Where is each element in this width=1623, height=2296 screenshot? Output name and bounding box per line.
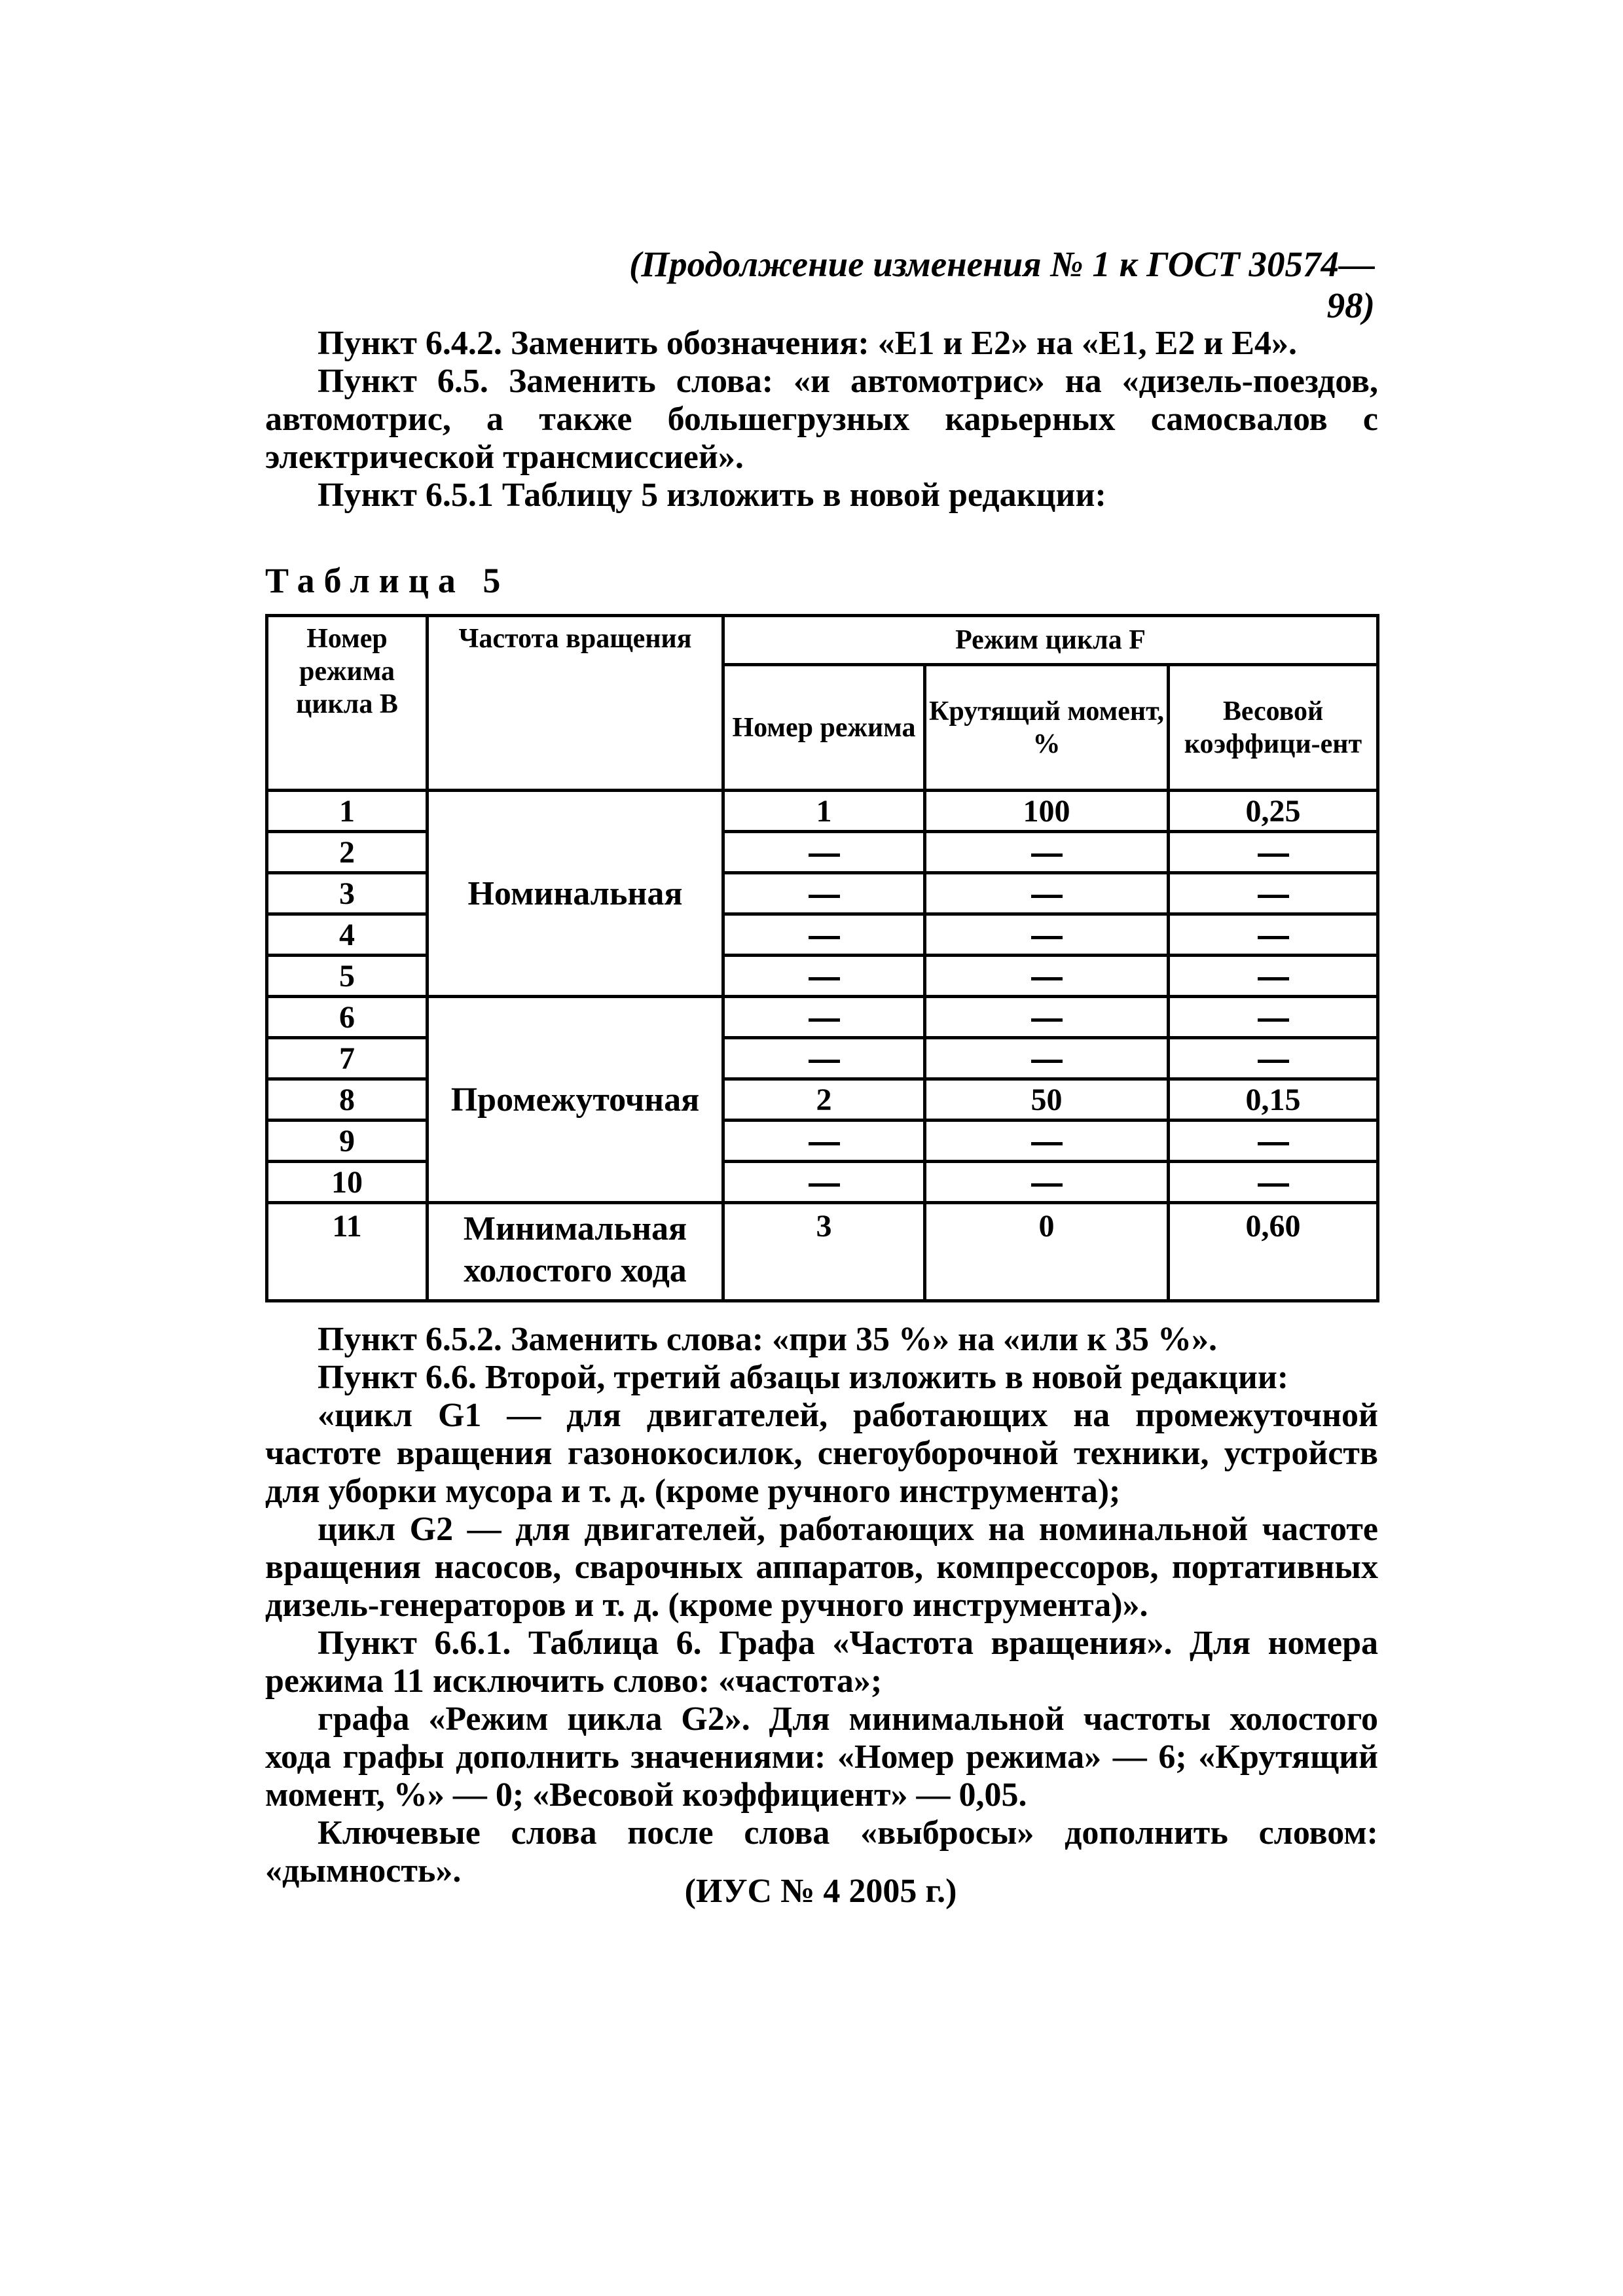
header-weight-factor: Весовой коэффици-ент: [1169, 665, 1378, 791]
table-5: [265, 614, 1379, 1302]
table-caption: Таблица 5: [265, 561, 510, 600]
paragraph-6-5: Пункт 6.5. Заменить слова: «и автомотрис» на «дизель-поездов, автомотрис, а также большегрузных карьерных самосвалов с электрической трансмиссией».: [265, 363, 1378, 476]
cell-mode-number-value: 1: [816, 793, 832, 829]
cell-torque: [925, 873, 1169, 914]
cell-torque: [925, 1079, 1169, 1121]
header-mode-number: Номер режима: [723, 665, 925, 791]
dash-mark: [1031, 936, 1063, 939]
cell-mode-number: [723, 1203, 925, 1301]
cell-weight-factor: [1169, 956, 1378, 997]
cell-weight-factor-value: 0,15: [1245, 1082, 1301, 1117]
cell-torque: [925, 1121, 1169, 1162]
dash-mark: [1031, 1060, 1063, 1063]
dash-mark: [1031, 895, 1063, 898]
paragraph-6-6: Пункт 6.6. Второй, третий абзацы изложить в новой редакции:: [318, 1359, 1289, 1396]
cell-mode-b: [267, 997, 428, 1038]
dash-mark: [809, 1060, 840, 1063]
cell-mode-b-value: 2: [339, 834, 355, 870]
cell-torque: [925, 956, 1169, 997]
cell-mode-number: [723, 914, 925, 956]
cell-mode-number: [723, 873, 925, 914]
cell-weight-factor: [1169, 873, 1378, 914]
cell-torque: [925, 1038, 1169, 1079]
cell-mode-number: [723, 1162, 925, 1203]
cell-torque: [925, 914, 1169, 956]
cell-mode-number: [723, 791, 925, 832]
dash-mark: [809, 1142, 840, 1145]
cell-mode-b: [267, 1079, 428, 1121]
cell-mode-b-value: 11: [332, 1209, 362, 1244]
cell-mode-b-value: 7: [339, 1041, 355, 1076]
dash-mark: [1258, 1142, 1289, 1145]
cell-mode-b-value: 8: [339, 1082, 355, 1117]
cell-frequency-group: Минимальная холостого хода: [428, 1203, 723, 1301]
paragraph-g2-values: графа «Режим цикла G2». Для минимальной частоты холостого хода графы дополнить значениями: «Номер режима» — 6; «Крутящий момент, %» — 0; «Весовой коэффициент» — 0,05.: [265, 1700, 1378, 1814]
dash-mark: [809, 936, 840, 939]
cell-torque-value: 100: [1023, 793, 1070, 829]
paragraph-keywords: Ключевые слова после слова «выбросы» дополнить словом: «дымность».: [265, 1814, 1378, 1890]
source-reference: (ИУС № 4 2005 г.): [684, 1873, 957, 1910]
cell-mode-b: [267, 956, 428, 997]
dash-mark: [1258, 853, 1289, 857]
paragraph-6-5-1: Пункт 6.5.1 Таблицу 5 изложить в новой редакции:: [318, 476, 1106, 514]
cell-mode-number: [723, 1079, 925, 1121]
cell-mode-number: [723, 1038, 925, 1079]
cell-weight-factor: [1169, 1121, 1378, 1162]
paragraph-6-4-2: Пункт 6.4.2. Заменить обозначения: «E1 и E2» на «E1, E2 и E4».: [318, 325, 1297, 362]
running-head: (Продолжение изменения № 1 к ГОСТ 30574—98): [629, 244, 1375, 325]
cell-weight-factor: [1169, 1203, 1378, 1301]
dash-mark: [1258, 936, 1289, 939]
dash-mark: [1031, 1018, 1063, 1022]
table-row: [267, 1203, 1378, 1301]
cell-mode-b: [267, 1162, 428, 1203]
paragraph-6-5-2: Пункт 6.5.2. Заменить слова: «при 35 %» на «или к 35 %».: [318, 1321, 1218, 1358]
dash-mark: [809, 977, 840, 980]
cell-mode-b: [267, 1038, 428, 1079]
cell-torque: [925, 1162, 1169, 1203]
dash-mark: [809, 853, 840, 857]
cell-mode-b-value: 5: [339, 958, 355, 994]
cell-weight-factor-value: 0,25: [1245, 793, 1301, 829]
cell-torque: [925, 1203, 1169, 1301]
paragraph-6-6-1: Пункт 6.6.1. Таблица 6. Графа «Частота вращения». Для номера режима 11 исключить слово: «частота»;: [265, 1624, 1378, 1700]
cell-torque: [925, 832, 1169, 873]
dash-mark: [1031, 1142, 1063, 1145]
cell-weight-factor: [1169, 1162, 1378, 1203]
header-torque: Крутящий момент, %: [925, 665, 1169, 791]
cell-weight-factor-value: 0,60: [1245, 1209, 1301, 1244]
dash-mark: [1258, 895, 1289, 898]
dash-mark: [1031, 1183, 1063, 1187]
header-cycle-f: Режим цикла F: [723, 616, 1378, 665]
cell-torque: [925, 791, 1169, 832]
cell-mode-b: [267, 791, 428, 832]
dash-mark: [1258, 977, 1289, 980]
cell-weight-factor: [1169, 914, 1378, 956]
header-mode-b: Номер режима цикла B: [267, 616, 428, 791]
dash-mark: [1258, 1060, 1289, 1063]
dash-mark: [1258, 1183, 1289, 1187]
cell-mode-number-value: 2: [816, 1082, 832, 1117]
cell-mode-b-value: 9: [339, 1123, 355, 1158]
dash-mark: [1258, 1018, 1289, 1022]
header-frequency: Частота вращения: [428, 616, 723, 791]
dash-mark: [1031, 977, 1063, 980]
cell-mode-number: [723, 997, 925, 1038]
dash-mark: [809, 1018, 840, 1022]
cell-frequency-group: Номинальная: [428, 791, 723, 997]
cell-weight-factor: [1169, 791, 1378, 832]
cell-mode-b: [267, 873, 428, 914]
cell-weight-factor: [1169, 1038, 1378, 1079]
cell-weight-factor: [1169, 997, 1378, 1038]
paragraph-cycle-g1: «цикл G1 — для двигателей, работающих на промежуточной частоте вращения газонокосилок, снегоуборочной техники, устройств для уборки мусора и т. д. (кроме ручного инструмента);: [265, 1397, 1378, 1510]
cell-torque: [925, 997, 1169, 1038]
cell-mode-number-value: 3: [816, 1209, 832, 1244]
cell-weight-factor: [1169, 832, 1378, 873]
cell-mode-b-value: 6: [339, 999, 355, 1035]
dash-mark: [809, 895, 840, 898]
cell-mode-b-value: 1: [339, 793, 355, 829]
cell-torque-value: 50: [1030, 1082, 1063, 1117]
cell-mode-b-value: 4: [339, 917, 355, 952]
cell-mode-number: [723, 1121, 925, 1162]
cell-mode-number: [723, 956, 925, 997]
cell-torque-value: 0: [1038, 1209, 1055, 1244]
cell-mode-b: [267, 1121, 428, 1162]
cell-weight-factor: [1169, 1079, 1378, 1121]
dash-mark: [1031, 853, 1063, 857]
dash-mark: [809, 1183, 840, 1187]
table-row: [267, 997, 1378, 1038]
cell-mode-b: [267, 1203, 428, 1301]
table-row: [267, 791, 1378, 832]
cell-mode-b: [267, 914, 428, 956]
cell-mode-b: [267, 832, 428, 873]
cell-mode-number: [723, 832, 925, 873]
paragraph-cycle-g2: цикл G2 — для двигателей, работающих на номинальной частоте вращения насосов, сварочных аппаратов, компрессоров, портативных дизель-генераторов и т. д. (кроме ручного инструмента)».: [265, 1511, 1378, 1624]
cell-mode-b-value: 10: [331, 1164, 363, 1200]
cell-frequency-group: Промежуточная: [428, 997, 723, 1203]
cell-mode-b-value: 3: [339, 876, 355, 911]
